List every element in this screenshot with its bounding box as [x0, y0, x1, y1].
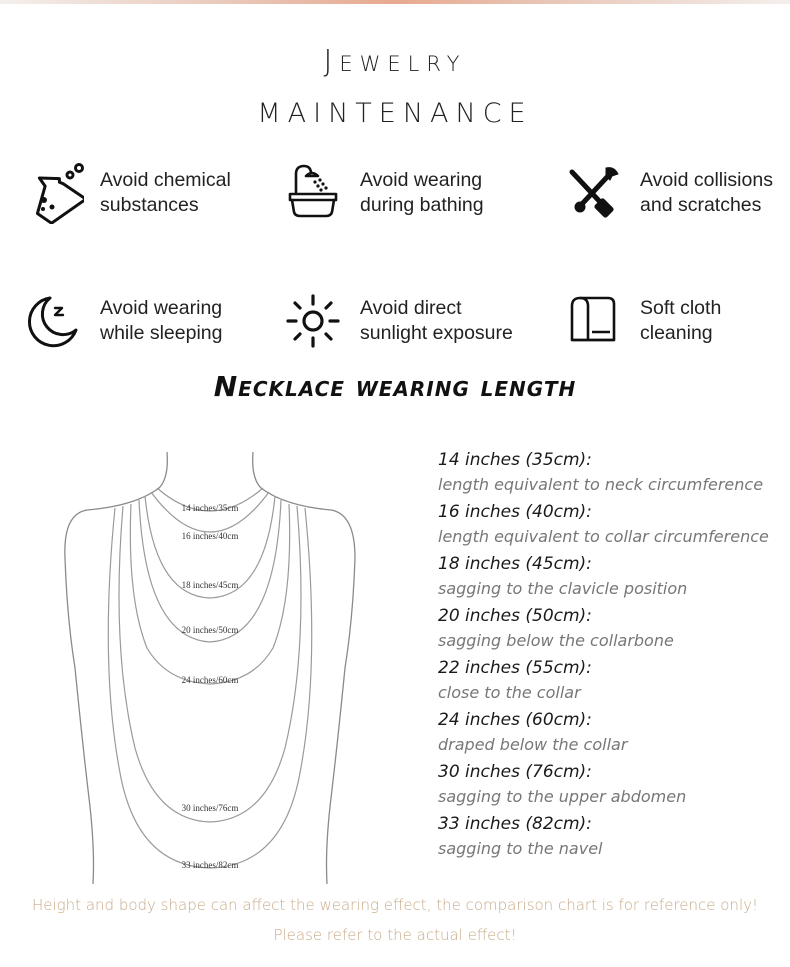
length-heading: 14 inches (35cm): [438, 450, 592, 470]
length-description: sagging below the collarbone [438, 631, 674, 650]
body-outline-right [253, 452, 355, 884]
length-description: sagging to the clavicle position [438, 579, 688, 598]
length-heading: 16 inches (40cm): [438, 502, 592, 522]
footnote-disclaimer: Height and body shape can affect the wearing effect, the comparison chart is for reference only! [32, 896, 758, 914]
length-heading: 20 inches (50cm): [438, 606, 592, 626]
chain-30in [119, 506, 301, 822]
length-heading: 30 inches (76cm): [438, 762, 592, 782]
tools-wrench-screwdriver-icon [562, 162, 624, 224]
sun-icon [282, 290, 344, 352]
tip-cloth-cleaning [562, 290, 721, 352]
necklace-length-heading: Necklace wearing length [213, 370, 577, 403]
tip-sunlight-text: Avoid direct sunlight exposure [360, 297, 513, 344]
tip-chemical-text: Avoid chemical substances [100, 169, 231, 216]
length-heading: 22 inches (55cm): [438, 658, 592, 678]
tip-bathing-text: Avoid wearing during bathing [360, 169, 484, 216]
flask-chemical-icon [22, 162, 84, 224]
shower-bath-icon [282, 162, 344, 224]
length-item [438, 500, 778, 552]
length-item [438, 760, 778, 812]
chain-20in [139, 500, 281, 642]
top-accent-bar [0, 0, 790, 4]
length-description: length equivalent to collar circumference [438, 527, 769, 546]
tip-chemical [22, 162, 231, 224]
length-item [438, 604, 778, 656]
necklace-length-diagram [55, 448, 365, 888]
diagram-label-33in: 33 inches/82cm [181, 860, 239, 870]
tip-sunlight [282, 290, 513, 352]
tip-sleeping-text: Avoid wearing while sleeping [100, 297, 223, 344]
page-title: Jewelry [323, 44, 467, 79]
tip-bathing [282, 162, 484, 224]
cloth-towel-icon [562, 290, 624, 352]
length-heading: 33 inches (82cm): [438, 814, 592, 834]
length-description: draped below the collar [438, 735, 628, 754]
tip-cloth-cleaning-text: Soft cloth cleaning [640, 297, 722, 344]
moon-sleep-icon [22, 290, 84, 352]
diagram-label-16in: 16 inches/40cm [181, 531, 239, 541]
diagram-label-24in: 24 inches/60cm [181, 675, 239, 685]
diagram-label-14in: 14 inches/35cm [181, 503, 239, 513]
length-item [438, 812, 778, 864]
length-description: sagging to the navel [438, 839, 603, 858]
length-heading: 24 inches (60cm): [438, 710, 592, 730]
length-item [438, 552, 778, 604]
chain-33in [108, 508, 311, 868]
length-description: length equivalent to neck circumference [438, 475, 764, 494]
tip-collisions [562, 162, 773, 224]
length-description: close to the collar [438, 683, 581, 702]
length-item [438, 708, 778, 760]
body-outline-left [65, 452, 167, 884]
diagram-label-20in: 20 inches/50cm [181, 625, 239, 635]
tip-sleeping [22, 290, 223, 352]
length-list [438, 448, 778, 864]
length-item [438, 656, 778, 708]
diagram-label-18in: 18 inches/45cm [181, 580, 239, 590]
footnote-reference: Please refer to the actual effect! [273, 926, 517, 944]
length-item [438, 448, 778, 500]
diagram-label-30in: 30 inches/76cm [181, 803, 239, 813]
tip-collisions-text: Avoid collisions and scratches [640, 169, 773, 216]
length-description: sagging to the upper abdomen [438, 787, 687, 806]
page-subtitle: MAINTENANCE [257, 98, 533, 129]
length-heading: 18 inches (45cm): [438, 554, 592, 574]
